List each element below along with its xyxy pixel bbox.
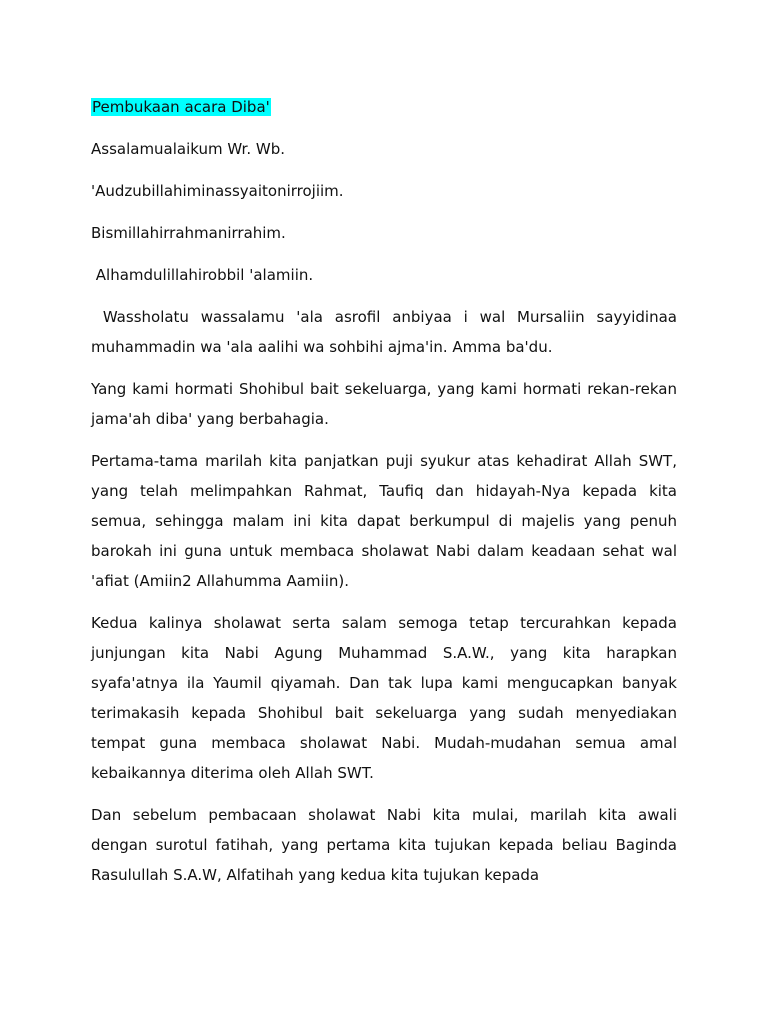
- document-heading: [91, 92, 677, 122]
- paragraph-greeting: Assalamualaikum Wr. Wb.: [91, 140, 285, 158]
- paragraph-fatihah: Dan sebelum pembacaan sholawat Nabi kita mulai, marilah kita awali dengan surotul fatihah, yang pertama kita tujukan kepada beliau Baginda Rasulullah S.A.W, Alfatihah yang kedua kita tujukan kepada: [91, 806, 677, 884]
- paragraph-gratitude: Pertama-tama marilah kita panjatkan puji syukur atas kehadirat Allah SWT, yang telah melimpahkan Rahmat, Taufiq dan hidayah-Nya kepada kita semua, sehingga malam ini kita dapat berkumpul di majelis yang penuh barokah ini guna untuk membaca sholawat Nabi dalam keadaan sehat wal 'afiat (Amiin2 Allahumma Aamiin).: [91, 452, 677, 590]
- paragraph-second-sholawat: Kedua kalinya sholawat serta salam semoga tetap tercurahkan kepada junjungan kita Nabi Agung Muhammad S.A.W., yang kita harapkan syafa'atnya ila Yaumil qiyamah. Dan tak lupa kami mengucapkan banyak terimakasih kepada Shohibul bait sekeluarga yang sudah menyediakan tempat guna membaca sholawat Nabi. Mudah-mudahan semua amal kebaikannya diterima oleh Allah SWT.: [91, 614, 677, 782]
- paragraph-sholawat: Wassholatu wassalamu 'ala asrofil anbiyaa i wal Mursaliin sayyidinaa muhammadin wa 'ala aalihi wa sohbihi ajma'in. Amma ba'du.: [91, 308, 682, 356]
- paragraph-taawudz: 'Audzubillahiminassyaitonirrojiim.: [91, 182, 344, 200]
- paragraph-basmalah: Bismillahirrahmanirrahim.: [91, 224, 286, 242]
- highlighted-heading-text: Pembukaan acara Diba': [92, 98, 270, 116]
- paragraph-salutation: Yang kami hormati Shohibul bait sekeluarga, yang kami hormati rekan-rekan jama'ah diba' yang berbahagia.: [91, 380, 677, 428]
- document-page: [91, 92, 682, 902]
- paragraph-hamdalah: Alhamdulillahirobbil 'alamiin.: [91, 266, 314, 284]
